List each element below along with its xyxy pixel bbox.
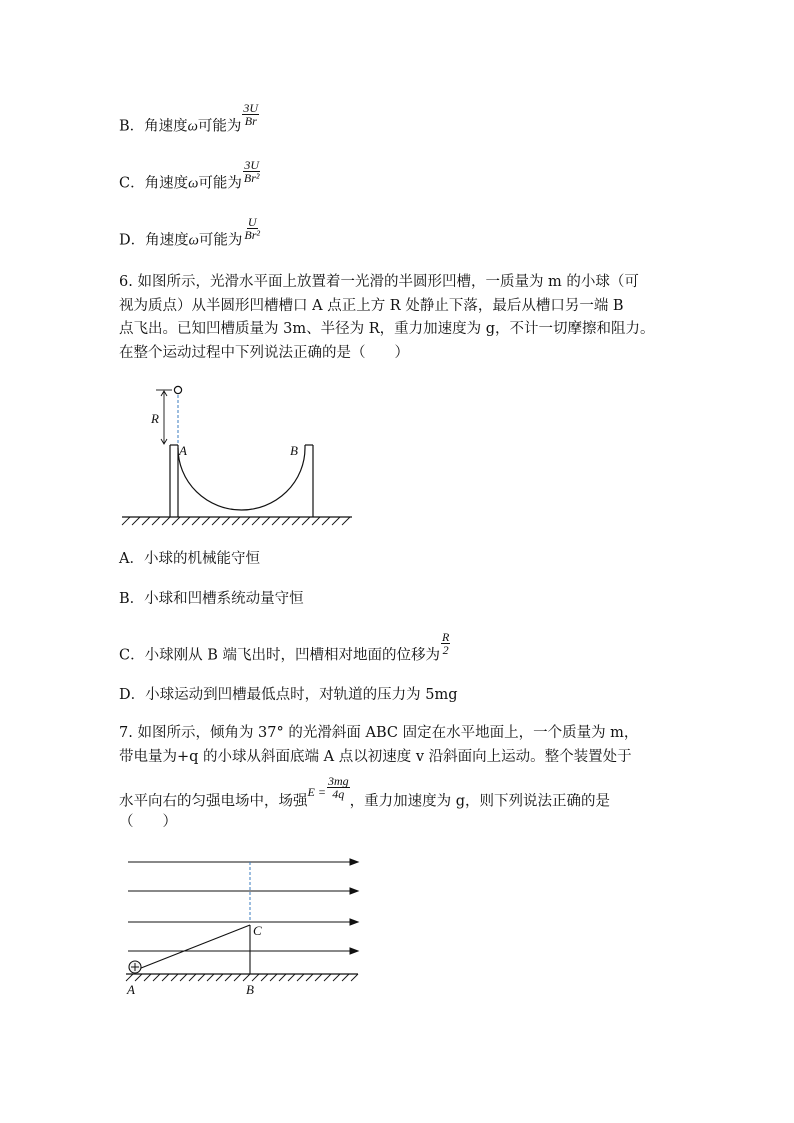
fraction-numerator: U bbox=[247, 215, 257, 229]
q7-line3-post: ，重力加速度为 g，则下列说法正确的是 bbox=[349, 793, 610, 810]
fraction-denominator: Br² bbox=[243, 171, 260, 185]
ground-hatching bbox=[122, 517, 350, 525]
fraction-numerator: R bbox=[441, 630, 450, 644]
q6-figure bbox=[118, 383, 358, 528]
q6-stem-line-4: 在整个运动过程中下列说法正确的是（ ） bbox=[119, 345, 409, 361]
option-q5-d bbox=[119, 215, 261, 253]
label-a: A bbox=[127, 982, 135, 997]
q7-stem-line-2: 带电量为+q 的小球从斜面底端 A 点以初速度 v 沿斜面向上运动。整个装置处于 bbox=[119, 749, 632, 765]
fraction bbox=[242, 102, 259, 127]
q6-stem-line-2: 视为质点）从半圆形凹槽槽口 A 点正上方 R 处静止下落，最后从槽口另一端 B bbox=[119, 298, 624, 314]
q7-stem-line-4: （ ） bbox=[119, 814, 177, 830]
option-mid: 可能为 bbox=[198, 232, 243, 249]
fraction-denominator: 2 bbox=[442, 643, 449, 657]
q6-stem-line-1: 6. 如图所示，光滑水平面上放置着一光滑的半圆形凹槽，一质量为 m 的小球（可 bbox=[119, 274, 639, 290]
fraction-numerator: 3mg bbox=[327, 774, 349, 788]
label-a: A bbox=[179, 443, 187, 458]
fraction bbox=[243, 159, 261, 184]
incline-abc bbox=[136, 925, 250, 974]
q6-option-a: A．小球的机械能守恒 bbox=[119, 551, 260, 567]
option-prefix: D．角速度 bbox=[119, 232, 189, 249]
fraction bbox=[441, 631, 450, 656]
ground-hatching bbox=[126, 974, 358, 981]
q7-line3-pre: 水平向右的匀强电场中，场强 bbox=[119, 793, 308, 810]
electric-field-lines bbox=[128, 859, 358, 954]
fraction-denominator: Br² bbox=[244, 228, 260, 242]
q6-option-b: B．小球和凹槽系统动量守恒 bbox=[119, 591, 304, 607]
option-q5-b bbox=[119, 101, 259, 139]
option-prefix: C．角速度 bbox=[119, 175, 189, 192]
omega-symbol: ω bbox=[187, 118, 198, 135]
label-b: B bbox=[290, 443, 298, 458]
q7-stem-line-3 bbox=[119, 774, 610, 814]
fraction-numerator: 3U bbox=[244, 158, 259, 172]
omega-symbol: ω bbox=[188, 232, 199, 249]
q6-option-c bbox=[119, 630, 450, 668]
q7-stem-line-1: 7. 如图所示，倾角为 37° 的光滑斜面 ABC 固定在水平地面上，一个质量为 m， bbox=[119, 725, 639, 741]
fraction-numerator: 3U bbox=[243, 101, 259, 115]
q7-figure bbox=[118, 852, 368, 1002]
label-r: R bbox=[151, 411, 159, 426]
option-mid: 可能为 bbox=[198, 175, 242, 192]
q6-stem-line-3: 点飞出。已知凹槽质量为 3m、半径为 R，重力加速度为 g，不计一切摩擦和阻力。 bbox=[119, 321, 655, 337]
e-field-label: E = bbox=[307, 784, 326, 799]
label-b: B bbox=[246, 982, 254, 997]
option-mid: 可能为 bbox=[197, 118, 242, 135]
omega-symbol: ω bbox=[188, 175, 199, 192]
charged-ball-icon bbox=[129, 961, 141, 973]
option-prefix: B．角速度 bbox=[119, 118, 188, 135]
option-q5-c bbox=[119, 158, 260, 196]
e-field-fraction bbox=[327, 775, 350, 800]
label-c: C bbox=[253, 923, 262, 938]
q6-option-d: D．小球运动到凹槽最低点时，对轨道的压力为 5mg bbox=[119, 687, 458, 703]
ball-icon bbox=[174, 386, 181, 393]
fraction-denominator: 4q bbox=[332, 787, 345, 801]
fraction bbox=[243, 216, 261, 241]
fraction-denominator: Br bbox=[244, 114, 257, 128]
q6-option-c-text: C．小球刚从 B 端飞出时，凹槽相对地面的位移为 bbox=[119, 647, 440, 664]
